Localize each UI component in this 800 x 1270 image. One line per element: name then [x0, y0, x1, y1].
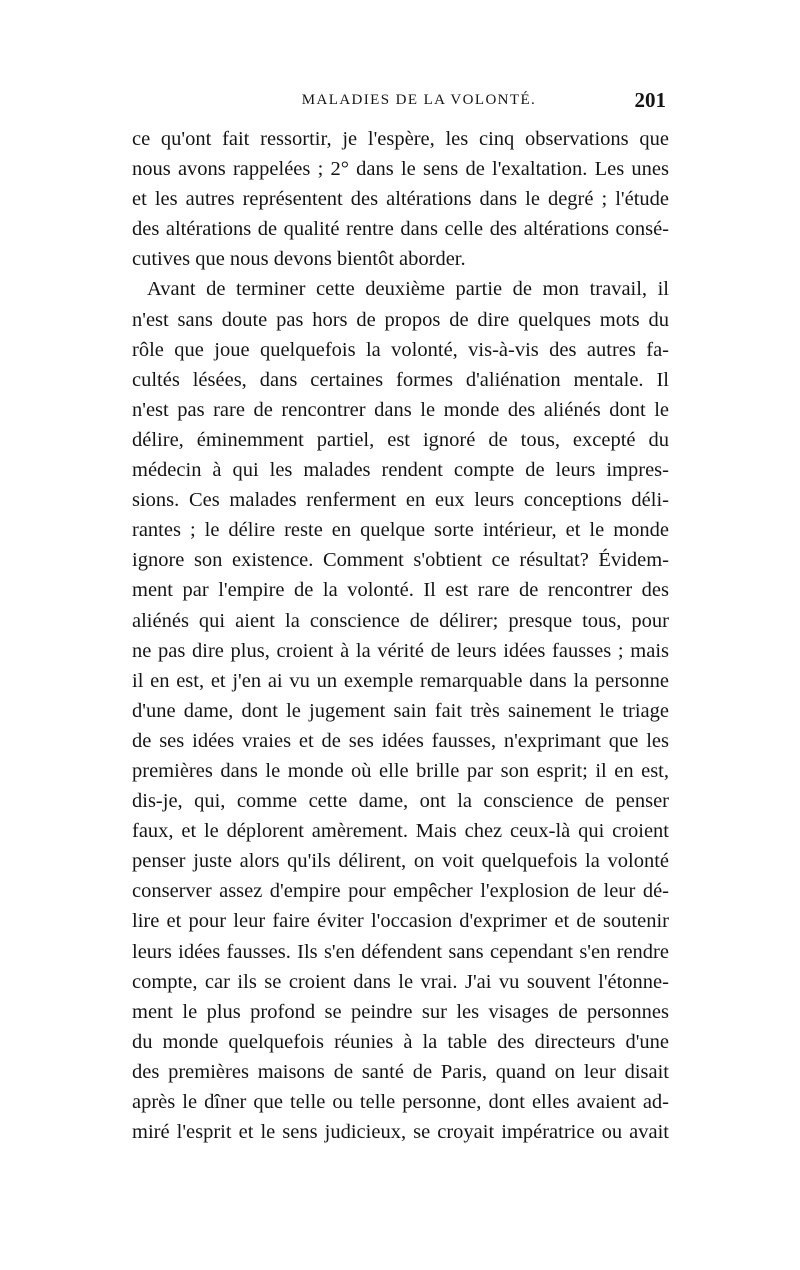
- text-line: n'est pas rare de rencontrer dans le monde des aliénés dont le: [132, 398, 669, 421]
- text-line: d'une dame, dont le jugement sain fait très sainement le triage: [132, 699, 669, 722]
- text-line: des altérations de qualité rentre dans celle des altérations consé-: [132, 218, 669, 241]
- text-line: rôle que joue quelquefois la volonté, vis-à-vis des autres fa-: [132, 338, 669, 361]
- text-line: lire et pour leur faire éviter l'occasion d'exprimer et de soutenir: [132, 910, 669, 933]
- text-line: conserver assez d'empire pour empêcher l'explosion de leur dé-: [132, 880, 669, 903]
- text-line: cultés lésées, dans certaines formes d'aliénation mentale. Il: [132, 368, 669, 391]
- text-line: ment le plus profond se peindre sur les visages de personnes: [132, 1000, 669, 1023]
- text-line: nous avons rappelées ; 2° dans le sens de l'exaltation. Les unes: [132, 158, 669, 181]
- text-line: ne pas dire plus, croient à la vérité de leurs idées fausses ; mais: [132, 639, 669, 662]
- running-title: MALADIES DE LA VOLONTÉ.: [301, 92, 537, 108]
- text-line: ignore son existence. Comment s'obtient ce résultat? Évidem-: [132, 549, 669, 572]
- text-line: rantes ; le délire reste en quelque sorte intérieur, et le monde: [132, 519, 669, 542]
- text-line: ce qu'ont fait ressortir, je l'espère, les cinq observations que: [132, 128, 669, 150]
- text-line: Avant de terminer cette deuxième partie de mon travail, il: [147, 278, 669, 301]
- text-line: faux, et le déplorent amèrement. Mais chez ceux-là qui croient: [132, 820, 669, 843]
- text-line: compte, car ils se croient dans le vrai. J'ai vu souvent l'étonne-: [132, 970, 669, 993]
- text-line: premières dans le monde où elle brille par son esprit; il en est,: [132, 759, 669, 782]
- text-line: leurs idées fausses. Ils s'en défendent sans cependant s'en rendre: [132, 940, 669, 963]
- text-line: délire, éminemment partiel, est ignoré de tous, excepté du: [132, 428, 669, 451]
- text-line: il en est, et j'en ai vu un exemple remarquable dans la personne: [132, 669, 669, 692]
- body-text: [132, 124, 669, 1147]
- text-line: après le dîner que telle ou telle personne, dont elles avaient ad-: [132, 1091, 669, 1113]
- text-line: cutives que nous devons bientôt aborder.: [132, 248, 466, 271]
- running-head: [132, 88, 668, 118]
- text-line: n'est sans doute pas hors de propos de dire quelques mots du: [132, 308, 669, 331]
- text-line: miré l'esprit et le sens judicieux, se croyait impératrice ou avait: [132, 1121, 669, 1144]
- text-line: et les autres représentent des altérations dans le degré ; l'étude: [132, 188, 669, 211]
- text-line: du monde quelquefois réunies à la table des directeurs d'une: [132, 1030, 669, 1053]
- text-line: penser juste alors qu'ils délirent, on voit quelquefois la volonté: [132, 850, 669, 873]
- text-line: aliénés qui aient la conscience de délirer; presque tous, pour: [132, 609, 669, 632]
- text-line: dis-je, qui, comme cette dame, ont la conscience de penser: [132, 790, 669, 813]
- text-line: sions. Ces malades renferment en eux leurs conceptions déli-: [132, 489, 669, 512]
- text-line: médecin à qui les malades rendent compte de leurs impres-: [132, 459, 669, 482]
- text-line: des premières maisons de santé de Paris, quand on leur disait: [132, 1060, 669, 1083]
- text-line: ment par l'empire de la volonté. Il est rare de rencontrer des: [132, 579, 669, 602]
- text-line: de ses idées vraies et de ses idées fausses, n'exprimant que les: [132, 729, 669, 752]
- page-number: 201: [634, 88, 666, 112]
